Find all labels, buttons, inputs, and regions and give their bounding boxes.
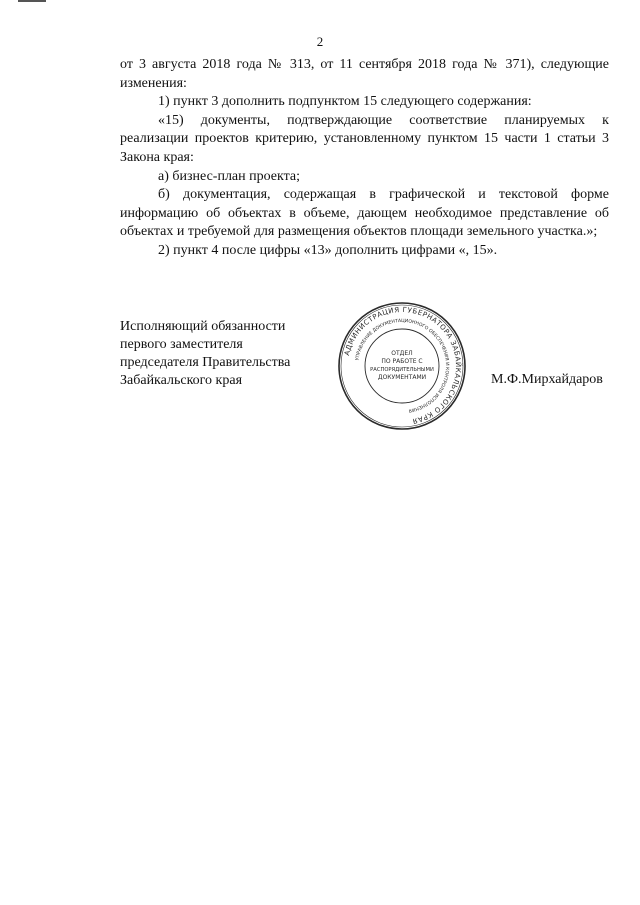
stamp-outer-text: АДМИНИСТРАЦИЯ ГУБЕРНАТОРА ЗАБАЙКАЛЬСКОГО КРАЯ [343, 305, 463, 426]
stamp-inner-line: ПО РАБОТЕ С [381, 358, 423, 365]
paragraph-subitem-a: а) бизнес-план проекта; [158, 168, 301, 184]
signer-position-line: председателя Правительства [120, 355, 291, 370]
paragraph-item-2: 2) пункт 4 после цифры «13» дополнить цифрами «, 15». [158, 242, 498, 258]
paragraph-continuation: от 3 августа 2018 года № 313, от 11 сентября 2018 года № 371), следующие изменения: [120, 57, 609, 91]
paragraph-item-1: 1) пункт 3 дополнить подпунктом 15 следующего содержания: [158, 94, 532, 110]
signer-position [120, 318, 290, 390]
signer-position-line: первого заместителя [120, 337, 243, 352]
document-body [120, 56, 609, 261]
stamp-inner-line: ОТДЕЛ [391, 350, 413, 357]
corner-mark [18, 0, 46, 2]
paragraph-subitem-b: б) документация, содержащая в графической и текстовой форме информацию об объектах в объеме, дающем необходимое представление об объектах и требуемой для размещения объектов площади земельного участка.»; [120, 187, 609, 240]
paragraph-subitem-15: «15) документы, подтверждающие соответствие планируемых к реализации проектов критерию, установленному пунктом 15 части 1 статьи 3 Закона края: [120, 112, 609, 165]
page-number: 2 [316, 34, 324, 49]
stamp-inner-line: ДОКУМЕНТАМИ [377, 374, 427, 381]
stamp-inner-line: РАСПОРЯДИТЕЛЬНЫМИ [370, 367, 434, 373]
signer-name: М.Ф.Мирхайдаров [491, 372, 603, 387]
signer-position-line: Исполняющий обязанности [120, 319, 286, 334]
stamp-middle-text: УПРАВЛЕНИЕ ДОКУМЕНТАЦИОННОГО ОБЕСПЕЧЕНИЯ И КОНТРОЛЯ ИСПОЛНЕНИЯ [355, 318, 450, 413]
svg-text:УПРАВЛЕНИЕ ДОКУМЕНТАЦИОННОГО О [354, 318, 450, 414]
signer-position-line: Забайкальского края [120, 373, 243, 388]
official-stamp [337, 301, 467, 431]
